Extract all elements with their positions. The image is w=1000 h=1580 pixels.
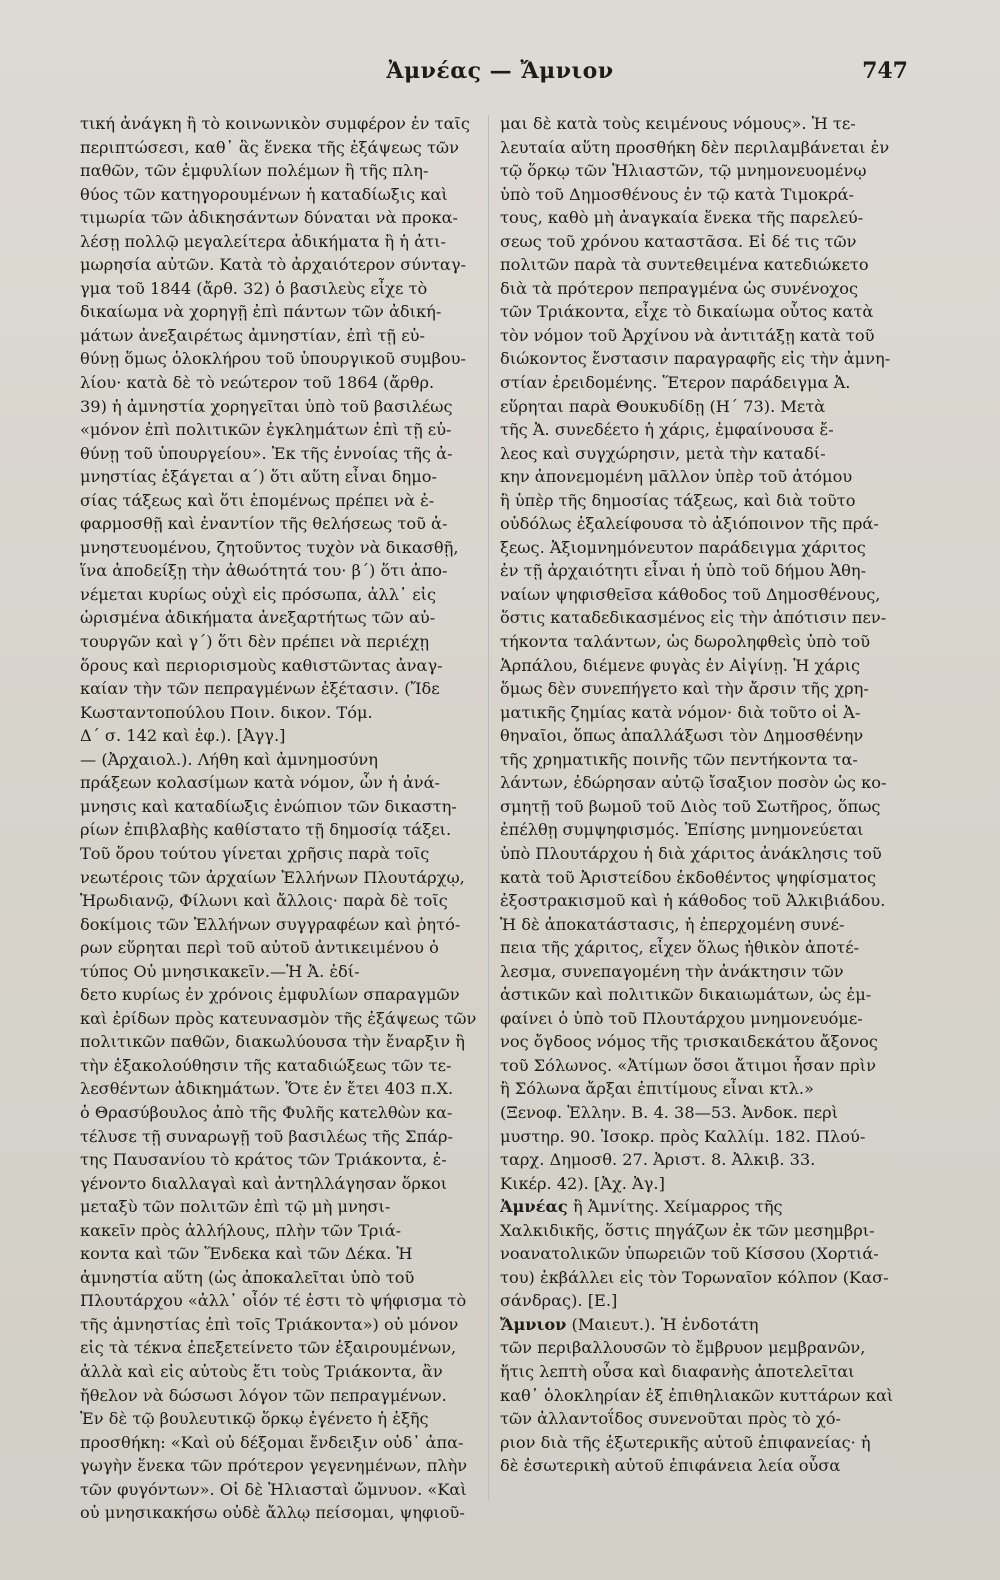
text-line: σμητῇ τοῦ βωμοῦ τοῦ Διὸς τοῦ Σωτῆρος, ὅπως: [500, 796, 881, 816]
text-line: εὕρηται παρὰ Θουκυδίδῃ (Η´ 73). Μετὰ: [500, 396, 826, 416]
text-line: Δ´ σ. 142 καὶ ἑφ.). [Ἀγγ.]: [80, 726, 286, 746]
text-line: μνηστίας ἐξάγεται α´) ὅτι αὕτη εἶναι δημο-: [80, 467, 437, 487]
running-head: Ἀμνέας — Ἄμνιον: [386, 58, 614, 84]
text-line: καὶ ἐρίδων πρὸς κατευνασμὸν τῆς ἐξάψεως τῶν: [80, 1008, 477, 1028]
text-line: ἵνα ἀποδείξῃ τὴν ἀθωότητά του· β´) ὅτι ἀπο-: [80, 561, 448, 581]
text-line: τῶν ἀλλαντοΐδος συνενοῦται πρὸς τὸ χό-: [500, 1409, 842, 1429]
left-column: [80, 112, 498, 1525]
text-line: Πλουτάρχου «ἀλλ᾽ οἷόν τέ ἐστι τὸ ψήφισμα τὸ: [80, 1291, 467, 1311]
column-divider: [488, 115, 489, 1500]
text-line: τοῦ Σόλωνος. «Ἀτίμων ὅσοι ἄτιμοι ἦσαν πρὶν: [500, 1055, 876, 1075]
text-line: 39) ἡ ἀμνηστία χορηγεῖται ὑπὸ τοῦ βασιλέως: [80, 396, 453, 416]
text-line: δικαίωμα νὰ χορηγῇ ἐπὶ πάντων τῶν ἀδική-: [80, 302, 442, 322]
text-line: Ἁρπάλου, διέμενε φυγὰς ἐν Αἰγίνῃ. Ἡ χάρις: [500, 655, 861, 675]
text-line: περιπτώσεσι, καθ᾽ ἃς ἕνεκα τῆς ἐξάψεως τῶν: [80, 137, 459, 157]
text-line: σάνδρας). [Ε.]: [500, 1291, 618, 1311]
text-line: οὐδόλως ἐξαλείφουσα τὸ ἀξιόποινον τῆς πρά-: [500, 514, 879, 534]
text-line: ὅμως δὲν συνεπήγετο καὶ τὴν ἄρσιν τῆς χρη-: [500, 679, 869, 699]
text-line: λεσμα, συνεπαγομένη τὴν ἀνάκτησιν τῶν: [500, 961, 844, 981]
text-line: Ἐν δὲ τῷ βουλευτικῷ ὅρκῳ ἐγένετο ἡ ἑξῆς: [80, 1409, 429, 1429]
text-line: τουργῶν καὶ γ´) ὅτι δὲν πρέπει νὰ περιέχῃ: [80, 632, 430, 652]
text-line: τῆς ἀμνηστίας ἐπὶ τοῖς Τριάκοντα») οὐ μόνον: [80, 1314, 459, 1334]
text-line: προσθήκη: «Καὶ οὐ δέξομαι ἔνδειξιν οὐδ᾽ ἀπα-: [80, 1432, 464, 1452]
text-line: λέσῃ πολλῷ μεγαλείτερα ἀδικήματα ἢ ἡ ἀτι-: [80, 231, 446, 251]
text-line: νεωτέροις τῶν ἀρχαίων Ἑλλήνων Πλουτάρχῳ,: [80, 867, 465, 887]
text-line: γωγὴν ἕνεκα τῶν πρότερον γεγενημένων, πλὴν: [80, 1456, 468, 1476]
text-line: τὸν νόμον τοῦ Ἀρχίνου νὰ ἀντιτάξῃ κατὰ τοῦ: [500, 325, 875, 345]
text-line: δὲ ἐσωτερικὴ αὐτοῦ ἐπιφάνεια λεία οὖσα: [500, 1456, 841, 1476]
text-line: παθῶν, τῶν ἐμφυλίων πολέμων ἢ τῆς πλη-: [80, 161, 429, 181]
text-line: μωρησία αὐτῶν. Κατὰ τὸ ἀρχαιότερον σύνταγ-: [80, 255, 467, 275]
text-line: διώκοντος ἔνστασιν παραγραφῆς εἰς τὴν ἀμνη-: [500, 349, 891, 369]
text-line: Κωσταντοπούλου Ποιν. δικον. Τόμ.: [80, 702, 373, 722]
text-line: Χαλκιδικῆς, ὅστις πηγάζων ἐκ τῶν μεσημβρι-: [500, 1220, 875, 1240]
text-line: τύπος Οὐ μνησικακεῖν.—Ἡ Ἀ. ἐδί-: [80, 961, 360, 981]
text-line: ἀστικῶν καὶ πολιτικῶν δικαιωμάτων, ὡς ἐμ-: [500, 985, 872, 1005]
text-line: ἀμνηστία αὕτη (ὡς ἀποκαλεῖται ὑπὸ τοῦ: [80, 1267, 415, 1287]
text-line: του) ἐκβάλλει εἰς τὸν Τορωναῖον κόλπον (Κασ-: [500, 1267, 889, 1287]
text-line: ὡρισμένα ἀδικήματα ἀνεξαρτήτως τῶν αὐ-: [80, 608, 436, 628]
text-line: φαίνει ὁ ὑπὸ τοῦ Πλουτάρχου μνημονευόμε-: [500, 1008, 863, 1028]
text-line: τέλυσε τῇ συναρωγῇ τοῦ βασιλέως τῆς Σπάρ-: [80, 1126, 454, 1146]
text-line: τῆς χρηματικῆς ποινῆς τῶν πεντήκοντα τα-: [500, 749, 858, 769]
text-line: τὴν ἐξακολούθησιν τῆς καταδιώξεως τῶν τε-: [80, 1055, 452, 1075]
page-header: [0, 58, 1000, 98]
right-column: [500, 112, 908, 1478]
text-line: θηναῖοι, ὅπως ἀπαλλάξωσι τὸν Δημοσθένην: [500, 726, 864, 746]
text-line: μνηστευομένου, ζητοῦντος τυχὸν νὰ δικασθῇ,: [80, 537, 459, 557]
text-line: τῶν περιβαλλουσῶν τὸ ἔμβρυον μεμβρανῶν,: [500, 1338, 866, 1358]
text-line: ὁ Θρασύβουλος ἀπὸ τῆς Φυλῆς κατελθὼν κα-: [80, 1102, 453, 1122]
text-line: γένοντο διαλλαγαὶ καὶ ἀντηλλάγησαν ὅρκοι: [80, 1173, 448, 1193]
text-line: μεταξὺ τῶν πολιτῶν ἐπὶ τῷ μὴ μνησι-: [80, 1197, 391, 1217]
text-line: σεως τοῦ χρόνου καταστᾶσα. Εἰ δέ τις τῶν: [500, 231, 857, 251]
text-line: (Ξενοφ. Ἑλλην. Β. 4. 38—53. Ἀνδοκ. περὶ: [500, 1102, 839, 1122]
text-line: κακεῖν πρὸς ἀλλήλους, πλὴν τῶν Τριά-: [80, 1220, 402, 1240]
text-line: Κικέρ. 42). [Ἀχ. Ἀγ.]: [500, 1173, 665, 1193]
text-line: ναίων ψηφισθεῖσα κάθοδος τοῦ Δημοσθένους,: [500, 584, 881, 604]
text-line: κατὰ τοῦ Ἀριστείδου ἐκδοθέντος ψηφίσματος: [500, 867, 877, 887]
page-number: 747: [862, 58, 908, 84]
text-line: καίαν τὴν τῶν πεπραγμένων ἐξέτασιν. (Ἴδε: [80, 679, 440, 699]
text-line: ἢ ὑπὲρ τῆς δημοσίας τάξεως, καὶ διὰ τοῦτο: [500, 490, 856, 510]
text-line: δοκίμοις τῶν Ἑλλήνων συγγραφέων καὶ ῥητό-: [80, 914, 461, 934]
text-line: τιμωρία τῶν ἀδικησάντων δύναται νὰ προκα-: [80, 208, 458, 228]
text-line: τους, καθὸ μὴ ἀναγκαία ἕνεκα τῆς παρελεύ-: [500, 208, 864, 228]
text-line: πολιτῶν παρὰ τὰ συντεθειμένα κατεδιώκετο: [500, 255, 869, 275]
text-line: λευταία αὕτη προσθήκη δὲν περιλαμβάνεται ἐν: [500, 137, 890, 157]
text-line: ὅστις καταδεδικασμένος εἰς τὴν ἀπότισιν πεν-: [500, 608, 887, 628]
text-line: γμα τοῦ 1844 (ἄρθ. 32) ὁ βασιλεὺς εἶχε τὸ: [80, 278, 428, 298]
text-line: Ἀμνέας ἢ Ἀμνίτης. Χείμαρρος τῆς: [500, 1197, 783, 1217]
text-line: λεος καὶ συγχώρησιν, μετὰ τὴν καταδί-: [500, 443, 826, 463]
text-line: Ἄμνιον (Μαιευτ.). Ἡ ἐνδοτάτη: [500, 1314, 759, 1334]
text-line: κην ἀπονεμομένη μᾶλλον ὑπὲρ τοῦ ἀτόμου: [500, 467, 853, 487]
text-line: ὑπὸ Πλουτάρχου ἡ διὰ χάριτος ἀνάκλησις τοῦ: [500, 843, 882, 863]
text-line: τῶν φυγόντων». Οἱ δὲ Ἡλιασταὶ ὤμνυον. «Καὶ: [80, 1479, 467, 1499]
text-line: θύος τῶν κατηγορουμένων ἡ καταδίωξις καὶ: [80, 184, 448, 204]
text-line: ἐξοστρακισμοῦ καὶ ἡ κάθοδος τοῦ Ἀλκιβιάδου.: [500, 891, 886, 911]
text-line: ὅρους καὶ περιορισμοὺς καθιστῶντας ἀναγ-: [80, 655, 443, 675]
text-line: τῶν Τριάκοντα, εἶχε τὸ δικαίωμα οὗτος κατὰ: [500, 302, 874, 322]
text-line: κοντα καὶ τῶν Ἕνδεκα καὶ τῶν Δέκα. Ἡ: [80, 1244, 413, 1264]
text-line: θύνῃ ὅμως ὁλοκλήρου τοῦ ὑπουργικοῦ συμβου-: [80, 349, 466, 369]
text-line: — (Ἀρχαιολ.). Λήθη καὶ ἀμνημοσύνη: [80, 749, 378, 769]
text-line: ταρχ. Δημοσθ. 27. Ἀριστ. 8. Ἀλκιβ. 33.: [500, 1150, 816, 1170]
text-line: τῷ ὅρκῳ τῶν Ἡλιαστῶν, τῷ μνημονευομένῳ: [500, 161, 867, 181]
text-line: τῆς Ἀ. συνεδέετο ἡ χάρις, ἐμφαίνουσα ἔ-: [500, 420, 834, 440]
entry-headword: Ἀμνέας: [500, 1197, 568, 1217]
text-line: πολιτικῶν παθῶν, διακωλύουσα τὴν ἔναρξιν ἢ: [80, 1032, 465, 1052]
text-line: στίαν ἐρειδομένης. Ἕτερον παράδειγμα Ἀ.: [500, 373, 851, 393]
text-line: σίας τάξεως καὶ ὅτι ἑπομένως πρέπει νὰ ἐ-: [80, 490, 435, 510]
text-line: μνησις καὶ καταδίωξις ἐνώπιον τῶν δικαστη-: [80, 796, 457, 816]
entry-headword: Ἄμνιον: [500, 1314, 567, 1334]
text-line: θύνῃ τοῦ ὑπουργείου». Ἐκ τῆς ἐννοίας τῆς ἀ-: [80, 443, 453, 463]
text-line: νοανατολικῶν ὑπωρειῶν τοῦ Κίσσου (Χορτιά-: [500, 1244, 879, 1264]
text-line: πεια τῆς χάριτος, εἶχεν ὅλως ἠθικὸν ἀποτέ-: [500, 938, 860, 958]
text-line: Ἡρωδιανῷ, Φίλωνι καὶ ἄλλοις· παρὰ δὲ τοῖς: [80, 891, 448, 911]
text-line: ξεως. Ἀξιομνημόνευτον παράδειγμα χάριτος: [500, 537, 866, 557]
text-line: δετο κυρίως ἐν χρόνοις ἐμφυλίων σπαραγμῶν: [80, 985, 460, 1005]
text-line: Ἡ δὲ ἀποκατάστασις, ἡ ἐπερχομένη συνέ-: [500, 914, 845, 934]
text-line: τική ἀνάγκη ἢ τὸ κοινωνικὸν συμφέρον ἐν ταῖς: [80, 114, 470, 133]
text-line: Τοῦ ὅρου τούτου γίνεται χρῆσις παρὰ τοῖς: [80, 843, 430, 863]
text-line: λάντων, ἐδώρησαν αὐτῷ ἴσαξιον ποσὸν ὡς κο-: [500, 773, 887, 793]
text-line: ἀλλὰ καὶ εἰς αὐτοὺς ἔτι τοὺς Τριάκοντα, ἂν: [80, 1361, 443, 1381]
text-line: μυστηρ. 90. Ἰσοκρ. πρὸς Καλλίμ. 182. Πλού-: [500, 1126, 866, 1146]
text-line: ρων εὕρηται περὶ τοῦ αὐτοῦ ἀντικειμένου ὁ: [80, 938, 439, 958]
text-line: ἐν τῇ ἀρχαιότητι εἶναι ἡ ὑπὸ τοῦ δήμου Ἀθη-: [500, 561, 867, 581]
text-line: νέμεται κυρίως οὐχὶ εἰς πρόσωπα, ἀλλ᾽ εἰς: [80, 584, 437, 604]
text-line: ἤθελον νὰ δώσωσι λόγον τῶν πεπραγμένων.: [80, 1385, 447, 1405]
text-line: ὑπὸ τοῦ Δημοσθένους ἐν τῷ κατὰ Τιμοκρά-: [500, 184, 855, 204]
text-line: ἥτις λεπτὴ οὖσα καὶ διαφανὴς ἀποτελεῖται: [500, 1361, 855, 1381]
text-line: της Παυσανίου τὸ κράτος τῶν Τριάκοντα, ἐ-: [80, 1150, 447, 1170]
text-line: μάτων ἀνεξαιρέτως ἀμνηστίαν, ἐπὶ τῇ εὐ-: [80, 325, 425, 345]
text-line: φαρμοσθῇ καὶ ἐναντίον τῆς θελήσεως τοῦ ἀ-: [80, 514, 448, 534]
text-line: λεσθέντων ἀδικημάτων. Ὅτε ἐν ἔτει 403 π.Χ.: [80, 1079, 454, 1099]
text-line: πράξεων κολασίμων κατὰ νόμον, ὧν ἡ ἀνά-: [80, 773, 440, 793]
text-line: νος ὄγδοος νόμος τῆς τρισκαιδεκάτου ἄξονος: [500, 1032, 878, 1052]
text-line: εἰς τὰ τέκνα ἐπεξετείνετο τῶν ἐξαιρουμένων,: [80, 1338, 457, 1358]
text-line: ἐπέλθῃ συμψηφισμός. Ἐπίσης μνημονεύεται: [500, 820, 864, 840]
text-line: ἢ Σόλωνα ἄρξαι ἐπιτίμους εἶναι κτλ.»: [500, 1079, 814, 1099]
text-line: ματικῆς ζημίας κατὰ νόμον· διὰ τοῦτο οἱ Ἀ-: [500, 702, 861, 722]
text-line: λίου· κατὰ δὲ τὸ νεώτερον τοῦ 1864 (ἄρθρ.: [80, 373, 435, 393]
text-line: διὰ τὰ πρότερον πεπραγμένα ὡς συνένοχος: [500, 278, 859, 298]
text-line: ρίων ἐπιβλαβὴς καθίστατο τῇ δημοσίᾳ τάξει.: [80, 820, 452, 840]
text-line: «μόνον ἐπὶ πολιτικῶν ἐγκλημάτων ἐπὶ τῇ εὐ-: [80, 420, 452, 440]
text-line: τήκοντα ταλάντων, ὡς δωροληφθεὶς ὑπὸ τοῦ: [500, 632, 871, 652]
text-line: καθ᾽ ὁλοκληρίαν ἐξ ἐπιθηλιακῶν κυττάρων καὶ: [500, 1385, 894, 1405]
text-line: οὐ μνησικακήσω οὐδὲ ἄλλῳ πείσομαι, ψηφιοῦ-: [80, 1503, 465, 1523]
text-line: ριον διὰ τῆς ἐξωτερικῆς αὐτοῦ ἐπιφανείας· ἡ: [500, 1432, 871, 1452]
text-line: μαι δὲ κατὰ τοὺς κειμένους νόμους». Ἡ τε-: [500, 114, 856, 133]
